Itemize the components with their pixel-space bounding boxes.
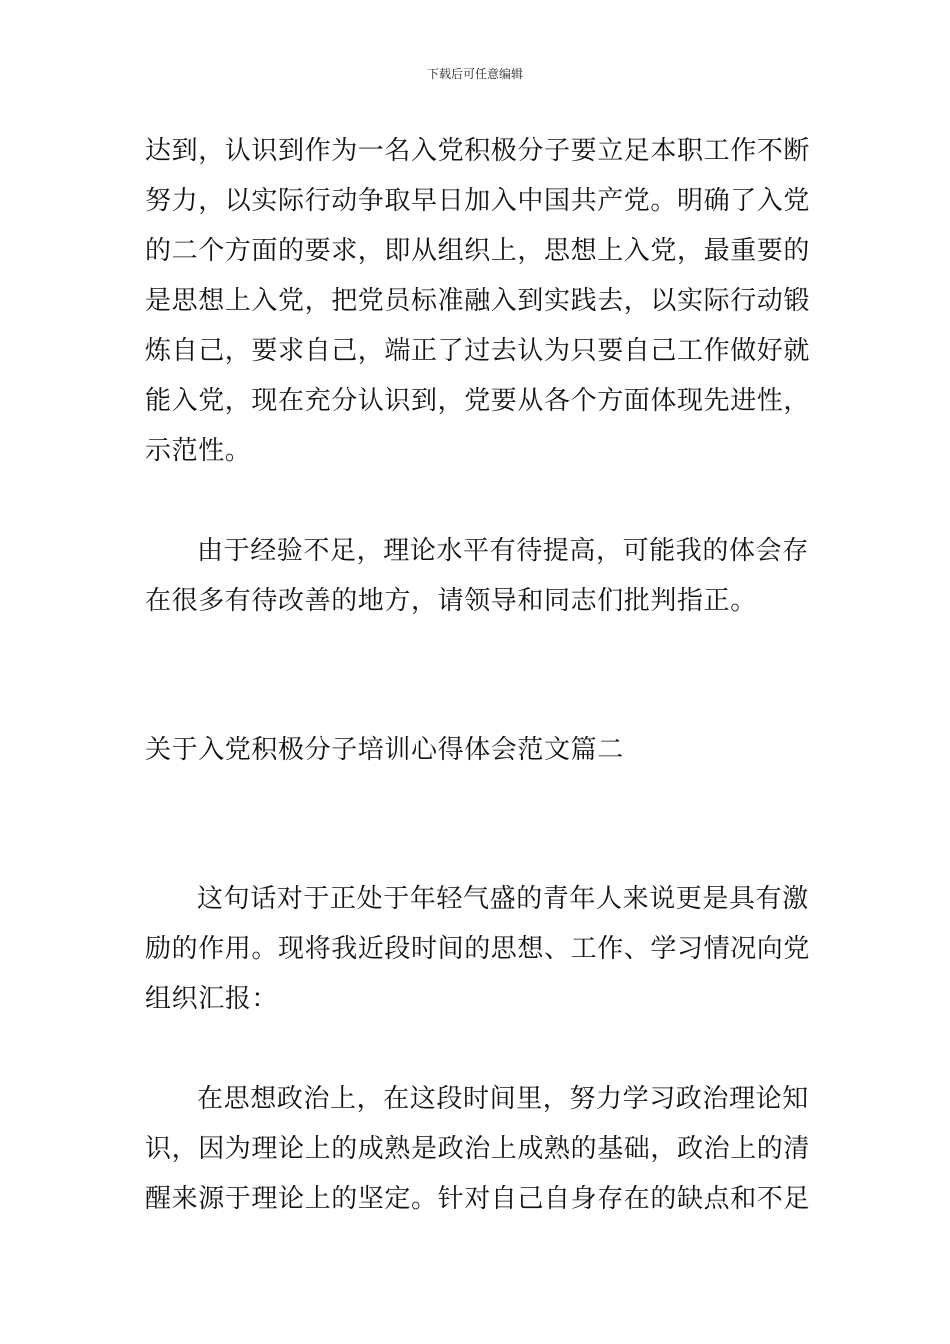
paragraph-line: 示范性。 [145, 436, 252, 466]
paragraph-line: 努力，以实际行动争取早日加入中国共产党。明确了入党 [145, 186, 811, 216]
paragraph-line: 励的作用。现将我近段时间的思想、工作、学习情况向党 [145, 934, 811, 964]
page-header: 下载后可任意编辑 [426, 67, 523, 81]
paragraph-line: 在很多有待改善的地方，请领导和同志们批判指正。 [145, 586, 757, 616]
paragraph-line: 是思想上入党，把党员标准融入到实践去，以实际行动锻 [145, 286, 811, 316]
paragraph-line: 能入党，现在充分认识到，党要从各个方面体现先进性， [145, 386, 811, 416]
paragraph-line: 识，因为理论上的成熟是政治上成熟的基础，政治上的清 [145, 1134, 811, 1164]
paragraph-line: 组织汇报： [145, 984, 279, 1014]
paragraph-line: 达到，认识到作为一名入党积极分子要立足本职工作不断 [145, 136, 811, 166]
paragraph-line: 的二个方面的要求，即从组织上，思想上入党，最重要的 [145, 236, 811, 266]
paragraph-line: 醒来源于理论上的坚定。针对自己自身存在的缺点和不足 [145, 1184, 811, 1214]
section-title: 关于入党积极分子培训心得体会范文篇二 [145, 735, 624, 765]
paragraph-line: 由于经验不足，理论水平有待提高，可能我的体会存 [197, 536, 809, 566]
paragraph-line: 在思想政治上，在这段时间里，努力学习政治理论知 [197, 1084, 809, 1114]
paragraph-line: 炼自己，要求自己，端正了过去认为只要自己工作做好就 [145, 336, 811, 366]
paragraph-line: 这句话对于正处于年轻气盛的青年人来说更是具有激 [197, 884, 809, 914]
